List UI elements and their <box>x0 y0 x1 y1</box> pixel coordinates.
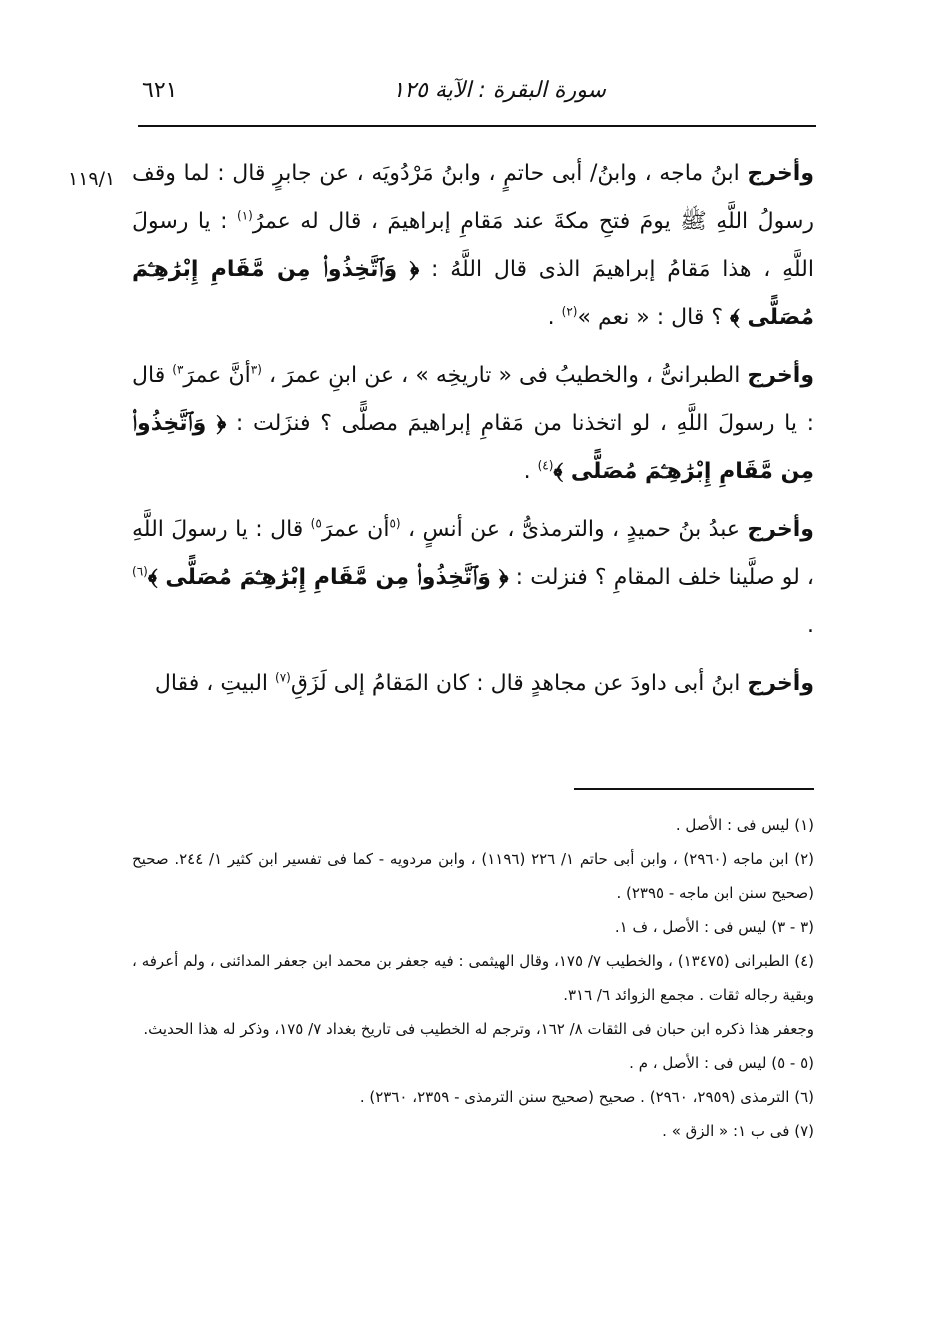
paragraph-3 <box>132 506 814 650</box>
footnote: (٧) فى ب ١: « الزق » . <box>662 1122 814 1140</box>
paragraph-text: أن عمرَ <box>321 517 390 542</box>
paragraph-lead: وأخرج <box>747 161 814 186</box>
footnote-ref: (١) <box>237 208 253 223</box>
paragraph-1 <box>132 150 814 342</box>
paragraph-text: البيتِ ، فقال <box>154 671 276 696</box>
paragraph-text: . <box>547 305 562 330</box>
paragraph-text: الطبرانىُّ ، والخطيبُ فى « تاريخِه » ، عن ابنِ عمرَ ، <box>261 363 748 388</box>
margin-volume-page-note: ١١٩/١ <box>68 168 116 190</box>
paragraph-2 <box>132 352 814 496</box>
quran-quote: ﴿ وَٱتَّخِذُوا۟ مِن مَّقَامِ إِبْرَٰهِـۧمَ مُصَلًّى ﴾ <box>132 257 814 330</box>
footnote-ref: (٧) <box>275 670 291 685</box>
paragraph-text: . <box>807 613 814 638</box>
paragraph-text: . <box>523 459 538 484</box>
paragraph-text: ؟ قال : « نعم » <box>577 305 731 330</box>
paragraph-text: قال : يا رسولَ اللَّهِ ، لو صلَّينا خلف المقامِ ؟ فنزلت : <box>132 517 815 590</box>
footnotes <box>132 808 814 1148</box>
paragraph-text: ابنُ أبى داودَ عن مجاهدٍ قال : كان المَقامُ إلى لَزَقِ <box>290 671 748 696</box>
footnote-ref: (٦) <box>132 564 148 579</box>
footnote: (٦) الترمذى (٢٩٥٩، ٢٩٦٠) . صحيح (صحيح سنن الترمذى - ٢٣٥٩، ٢٣٦٠) . <box>359 1088 814 1106</box>
footnote: (٣ - ٣) ليس فى : الأصل ، ف ١. <box>614 918 814 936</box>
footnote-ref: (٢) <box>561 304 578 319</box>
paragraph-4 <box>132 660 814 708</box>
footnote-rule <box>574 788 814 790</box>
paragraph-lead: وأخرج <box>747 363 815 388</box>
footnote: (٢) ابن ماجه (٢٩٦٠) ، وابن أبى حاتم ١/ ٢٢٦ (١١٩٦) ، وابن مردويه - كما فى تفسير ابن كثير ١/ ٢٤٤. صحيح (صحيح سنن ابن ماجه - ٢٣٩٥) . <box>132 850 815 902</box>
paragraph-text: أنَّ عمرَ <box>183 363 251 388</box>
paragraph-lead: وأخرج <box>747 671 814 696</box>
footnote-ref: (٤) <box>537 458 554 473</box>
quran-quote: ﴿ وَٱتَّخِذُوا۟ مِن مَّقَامِ إِبْرَٰهِـۧمَ مُصَلًّى ﴾ <box>132 411 814 484</box>
footnote: (٥ - ٥) ليس فى : الأصل ، م . <box>629 1054 814 1072</box>
header-rule <box>138 125 816 127</box>
paragraph-text: ابنُ ماجه ، وابنُ/ أبى حاتمٍ ، وابنُ مَرْدُويَه ، عن جابرٍ قال : لما وقف رسولُ اللَّهِ ﷺ يومَ فتحِ مكةَ عند مَقامِ إبراهيمَ ، قال له عمرُ <box>132 161 814 234</box>
footnote-ref: (٥ <box>389 516 401 531</box>
quran-quote: ﴿ وَٱتَّخِذُوا۟ مِن مَّقَامِ إِبْرَٰهِـۧمَ مُصَلًّى ﴾ <box>147 565 509 590</box>
running-title: سورة البقرة : الآية ١٢٥ <box>392 78 606 103</box>
footnote: (١) ليس فى : الأصل . <box>675 816 814 834</box>
page-header <box>136 74 816 114</box>
main-text <box>132 150 814 718</box>
paragraph-text: عبدُ بنُ حميدٍ ، والترمذىُّ ، عن أنسٍ ، <box>400 517 748 542</box>
paragraph-lead: وأخرج <box>747 517 814 542</box>
footnote: وجعفر هذا ذكره ابن حبان فى الثقات ٨/ ١٦٢، وترجم له الخطيب فى تاريخ بغداد ٧/ ١٧٥، وذكر له هذا الحديث. <box>143 1020 814 1038</box>
footnote: (٤) الطبرانى (١٣٤٧٥) ، والخطيب ٧/ ١٧٥، وقال الهيثمى : فيه جعفر بن محمد ابن جعفر المدائنى ، ولم أعرفه ، وبقية رجاله ثقات . مجمع الزوائد ٦/ ٣١٦. <box>132 952 814 1004</box>
footnote-ref: ٣) <box>172 362 184 377</box>
paragraph-text: : يا رسولَ اللَّهِ ، هذا مَقامُ إبراهيمَ الذى قال اللَّهُ : <box>132 209 814 282</box>
paragraph-text: قال : يا رسولَ اللَّهِ ، لو اتخذنا من مَقامِ إبراهيمَ مصلًّى ؟ فنزَلت : <box>132 363 814 436</box>
footnote-ref: (٣ <box>250 362 262 377</box>
footnote-ref: ٥) <box>310 516 322 531</box>
page-number: ٦٢١ <box>142 78 178 103</box>
